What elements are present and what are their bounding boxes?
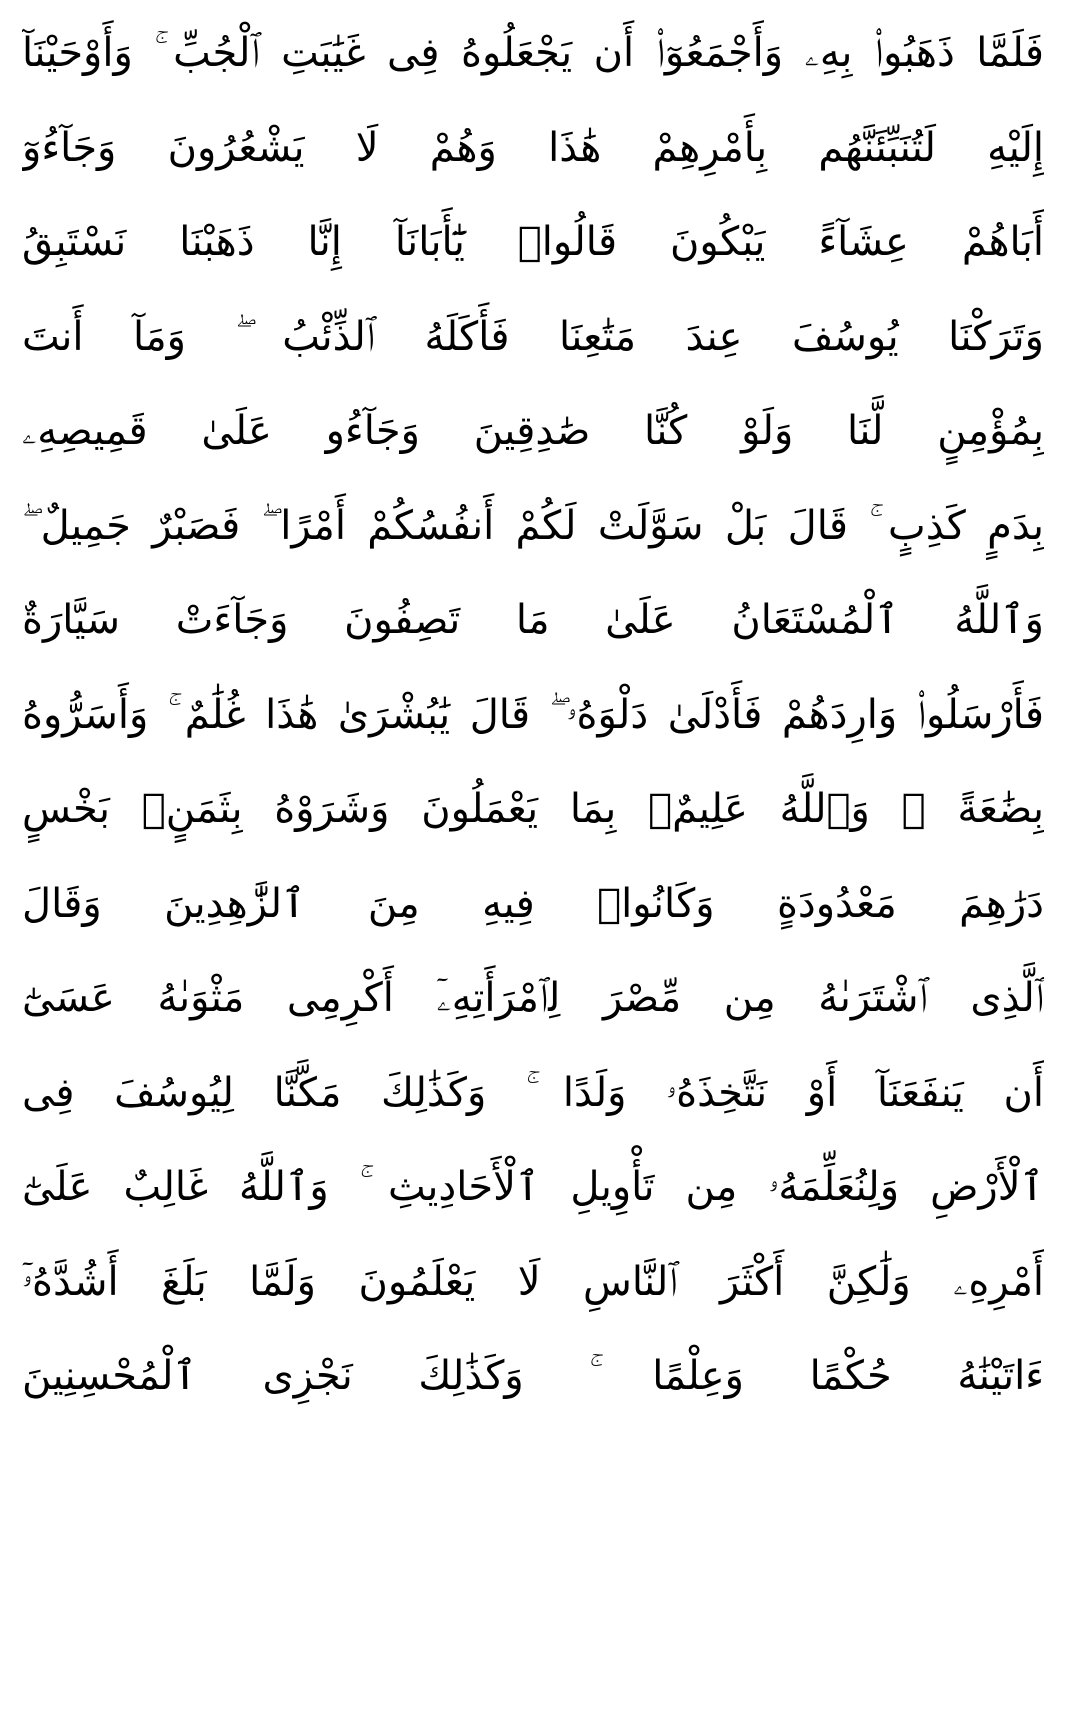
line-text: فَأَرْسَلُوا۟ وَارِدَهُمْ فَأَدْلَىٰ دَلْوَهُۥ ۖ قَالَ يَٰبُشْرَىٰ هَٰذَا غُلَٰمٌ ۚ وَأَسَرُّوهُ xyxy=(22,691,1044,738)
text-line-15 xyxy=(22,1329,1044,1424)
line-text: أَبَاهُمْ عِشَآءً يَبْكُونَ قَالُوا۟ يَٰٓأَبَانَآ إِنَّا ذَهَبْنَا نَسْتَبِقُ xyxy=(22,219,1044,265)
line-text: ٱلْأَرْضِ وَلِنُعَلِّمَهُۥ مِن تَأْوِيلِ ٱلْأَحَادِيثِ ۚ وَٱللَّهُ غَالِبٌ عَلَىٰٓ xyxy=(22,1164,1044,1210)
line-text: ٱلَّذِى ٱشْتَرَىٰهُ مِن مِّصْرَ لِٱمْرَأَتِهِۦٓ أَكْرِمِى مَثْوَىٰهُ عَسَىٰٓ xyxy=(22,975,1044,1021)
text-line-5 xyxy=(22,384,1044,479)
text-line-11 xyxy=(22,951,1044,1046)
line-text: بِضَٰعَةً ۚ وَٱللَّهُ عَلِيمٌۢ بِمَا يَعْمَلُونَ وَشَرَوْهُ بِثَمَنٍۭ بَخْسٍ xyxy=(22,786,1044,832)
text-line-13 xyxy=(22,1140,1044,1235)
text-line-4 xyxy=(22,290,1044,385)
text-line-9 xyxy=(22,762,1044,857)
text-line-6 xyxy=(22,479,1044,574)
line-text: بِدَمٍ كَذِبٍ ۚ قَالَ بَلْ سَوَّلَتْ لَكُمْ أَنفُسُكُمْ أَمْرًا ۖ فَصَبْرٌ جَمِيلٌ ۖ xyxy=(22,502,1044,549)
line-text: إِلَيْهِ لَتُنَبِّئَنَّهُم بِأَمْرِهِمْ هَٰذَا وَهُمْ لَا يَشْعُرُونَ وَجَآءُوٓ xyxy=(22,124,1044,171)
line-text: أَن يَنفَعَنَآ أَوْ نَتَّخِذَهُۥ وَلَدًا ۚ وَكَذَٰلِكَ مَكَّنَّا لِيُوسُفَ فِى xyxy=(22,1069,1044,1116)
line-text: أَمْرِهِۦ وَلَٰكِنَّ أَكْثَرَ ٱلنَّاسِ لَا يَعْلَمُونَ وَلَمَّا بَلَغَ أَشُدَّهُۥٓ xyxy=(22,1258,1044,1305)
text-line-1 xyxy=(22,6,1044,101)
line-text: ءَاتَيْنَٰهُ حُكْمًا وَعِلْمًا ۚ وَكَذَٰلِكَ نَجْزِى ٱلْمُحْسِنِينَ xyxy=(22,1353,1044,1399)
line-text: وَٱللَّهُ ٱلْمُسْتَعَانُ عَلَىٰ مَا تَصِفُونَ وَجَآءَتْ سَيَّارَةٌ xyxy=(22,597,1044,643)
text-line-8 xyxy=(22,668,1044,763)
line-text: وَتَرَكْنَا يُوسُفَ عِندَ مَتَٰعِنَا فَأَكَلَهُ ٱلذِّئْبُ ۖ وَمَآ أَنتَ xyxy=(22,313,1044,360)
text-line-7 xyxy=(22,573,1044,668)
line-text: فَلَمَّا ذَهَبُوا۟ بِهِۦ وَأَجْمَعُوٓا۟ أَن يَجْعَلُوهُ فِى غَيَٰبَتِ ٱلْجُبِّ ۚ وَأَوْحَيْنَآ xyxy=(22,30,1044,76)
line-text: بِمُؤْمِنٍ لَّنَا وَلَوْ كُنَّا صَٰدِقِينَ وَجَآءُو عَلَىٰ قَمِيصِهِۦ xyxy=(22,408,1044,454)
text-line-3 xyxy=(22,195,1044,290)
text-line-14 xyxy=(22,1235,1044,1330)
text-line-10 xyxy=(22,857,1044,952)
text-line-2 xyxy=(22,101,1044,196)
text-line-12 xyxy=(22,1046,1044,1141)
line-text: دَرَٰهِمَ مَعْدُودَةٍ وَكَانُوا۟ فِيهِ مِنَ ٱلزَّٰهِدِينَ وَقَالَ xyxy=(22,880,1044,927)
